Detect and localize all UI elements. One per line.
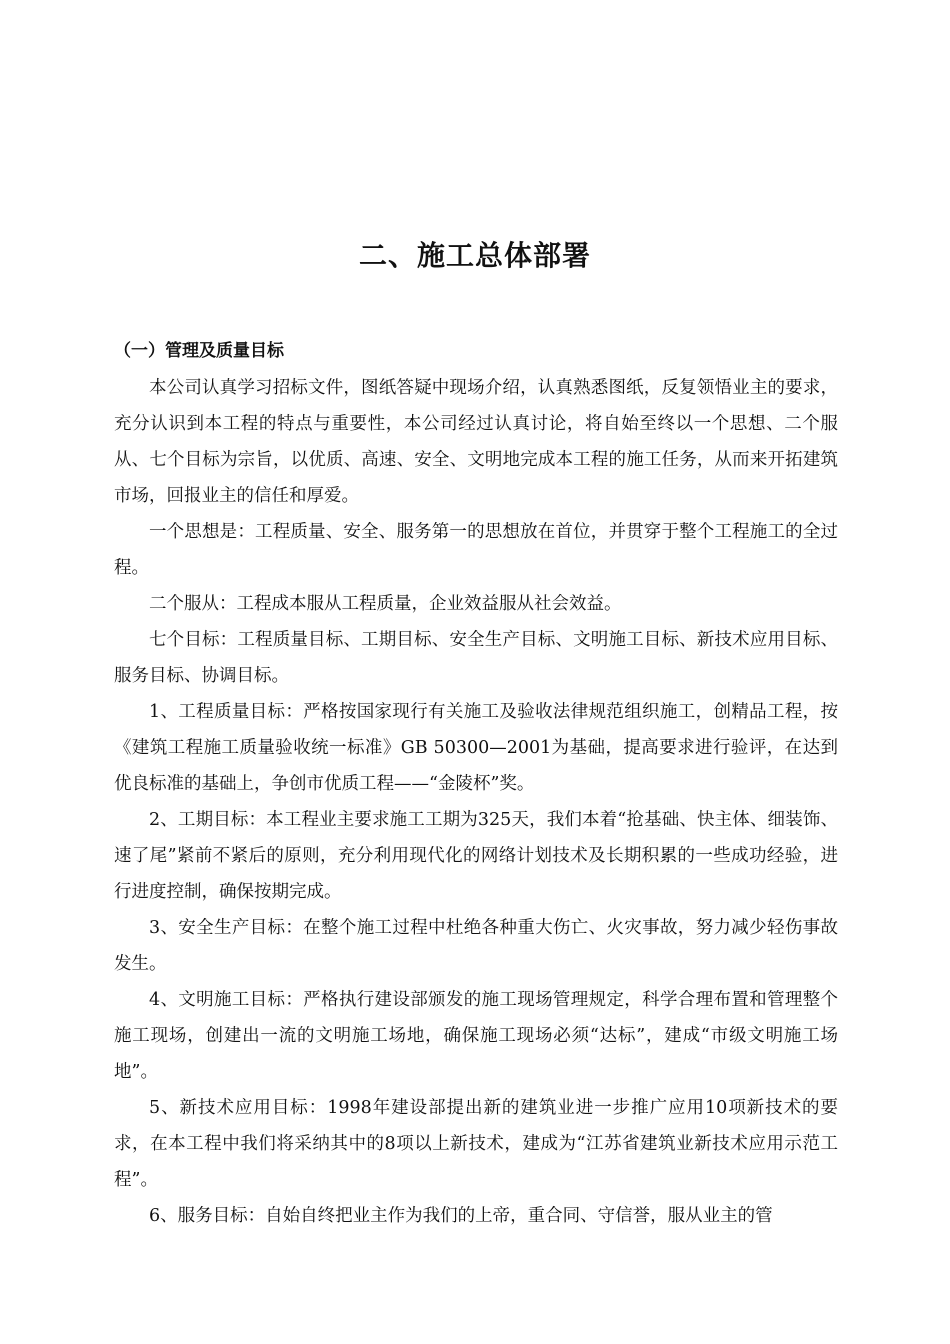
paragraph-schedule-goal: 2、工期目标：本工程业主要求施工工期为325天，我们本着“抢基础、快主体、细装饰、速了尾”紧前不紧后的原则，充分利用现代化的网络计划技术及长期积累的一些成功经验，进行进度控制，确保按期完成。 [114,810,838,902]
paragraph-quality-goal: 1、工程质量目标：严格按国家现行有关施工及验收法律规范组织施工，创精品工程，按《建筑工程施工质量验收统一标准》GB 50300—2001为基础，提高要求进行验评，在达到优良标准的基础上，争创市优质工程——“金陵杯”奖。 [114,702,838,794]
paragraph-civilized-goal: 4、文明施工目标：严格执行建设部颁发的施工现场管理规定，科学合理布置和管理整个施工现场，创建出一流的文明施工场地，确保施工现场必须“达标”，建成“市级文明施工场地”。 [114,990,838,1082]
paragraph-two-obey: 二个服从：工程成本服从工程质量，企业效益服从社会效益。 [149,594,622,614]
section-heading: （一）管理及质量目标 [114,341,284,361]
paragraph-service-goal: 6、服务目标：自始自终把业主作为我们的上帝，重合同、守信誉，服从业主的管 [149,1206,773,1226]
paragraph-tech-goal: 5、新技术应用目标：1998年建设部提出新的建筑业进一步推广应用10项新技术的要求，在本工程中我们将采纳其中的8项以上新技术，建成为“江苏省建筑业新技术应用示范工程”。 [114,1098,838,1190]
body-text [114,370,838,1234]
paragraph-seven-goals: 七个目标：工程质量目标、工期目标、安全生产目标、文明施工目标、新技术应用目标、服务目标、协调目标。 [114,630,838,686]
page-title: 二、施工总体部署 [358,239,591,272]
paragraph-safety-goal: 3、安全生产目标：在整个施工过程中杜绝各种重大伤亡、火灾事故，努力减少轻伤事故发生。 [114,918,838,974]
paragraph-intro: 本公司认真学习招标文件，图纸答疑中现场介绍，认真熟悉图纸，反复领悟业主的要求，充分认识到本工程的特点与重要性，本公司经过认真讨论，将自始至终以一个思想、二个服从、七个目标为宗旨，以优质、高速、安全、文明地完成本工程的施工任务，从而来开拓建筑市场，回报业主的信任和厚爱。 [114,378,838,506]
paragraph-one-thought: 一个思想是：工程质量、安全、服务第一的思想放在首位，并贯穿于整个工程施工的全过程。 [114,522,838,578]
